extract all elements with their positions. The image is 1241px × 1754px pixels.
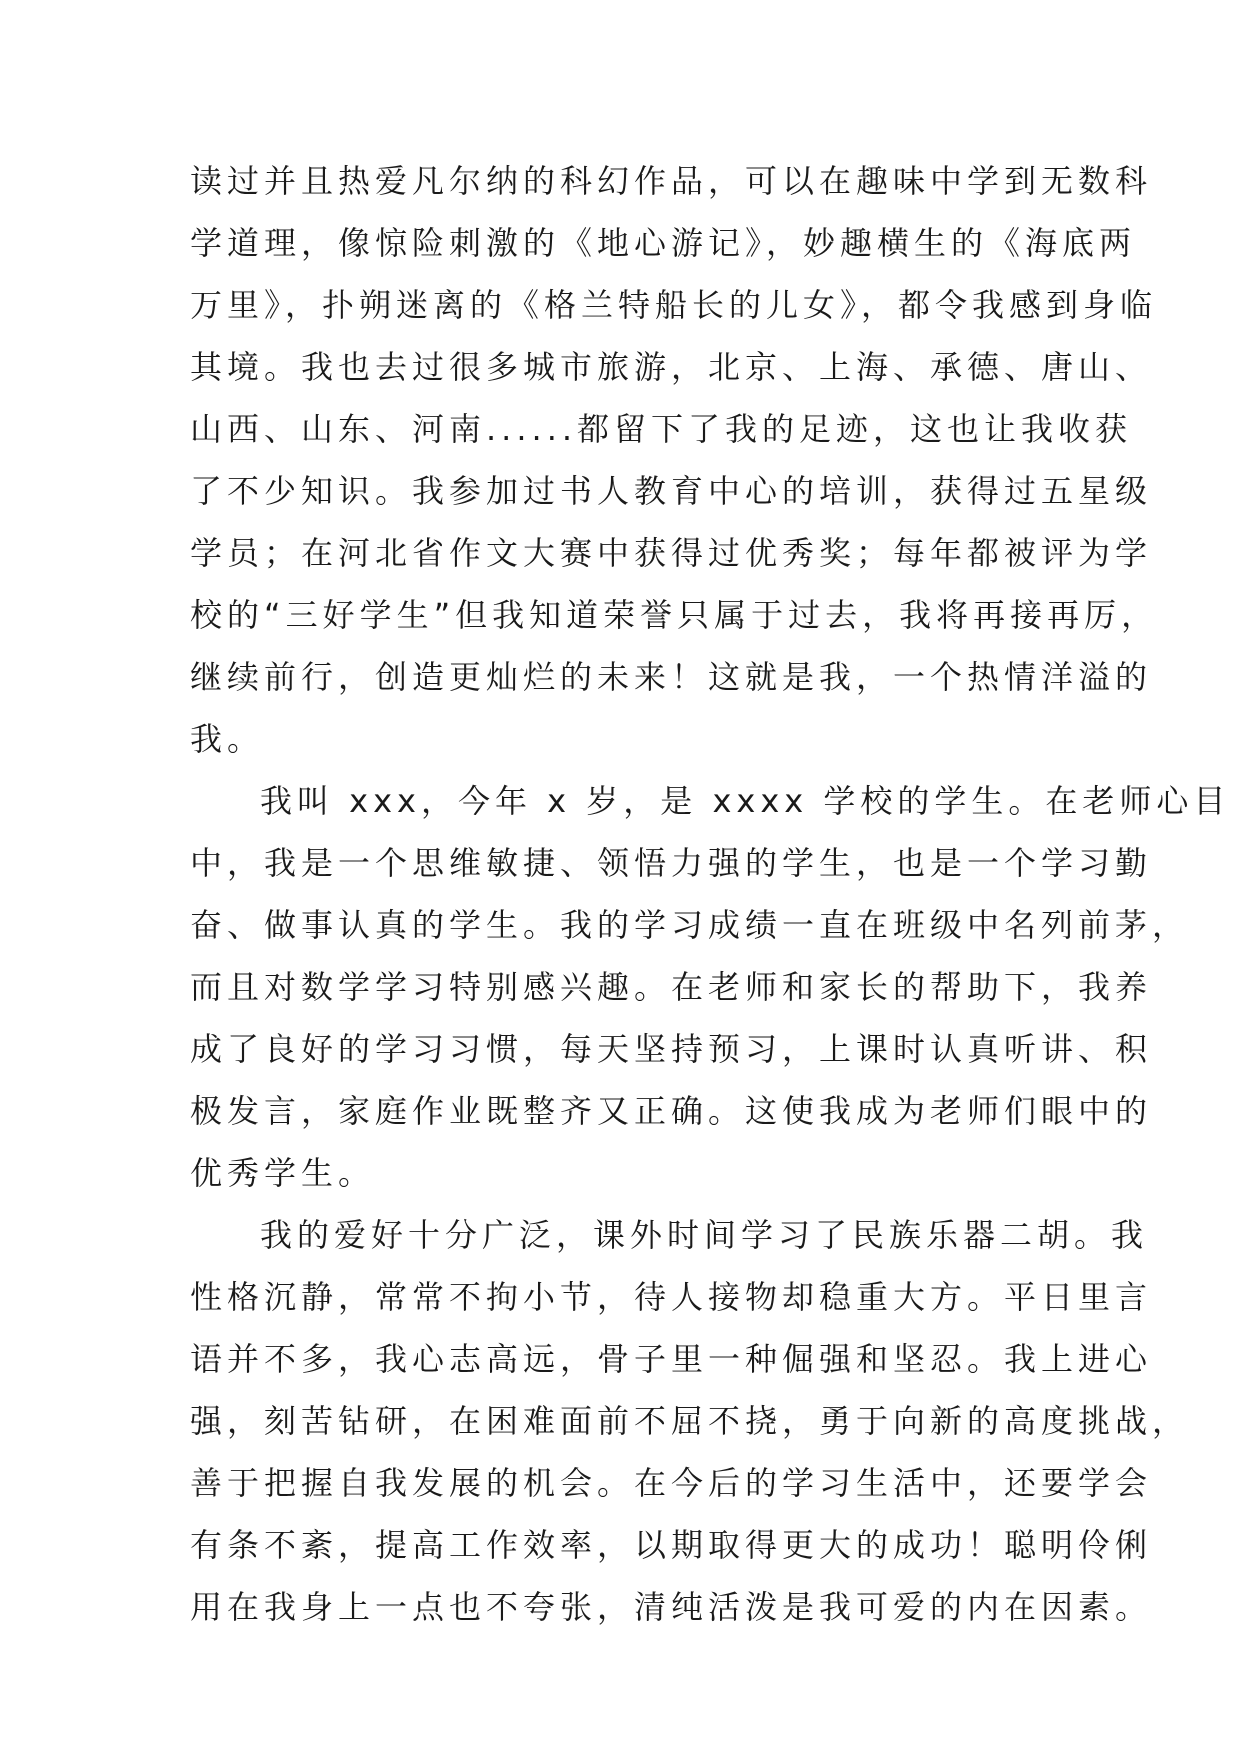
text-line: 学员；在河北省作文大赛中获得过优秀奖；每年都被评为学 bbox=[190, 534, 1153, 572]
text-line: 继续前行，创造更灿烂的未来！这就是我，一个热情洋溢的 bbox=[190, 658, 1153, 696]
text-line: 读过并且热爱凡尔纳的科幻作品，可以在趣味中学到无数科 bbox=[190, 162, 1153, 200]
paragraph-start-line: 我叫 xxx，今年 x 岁，是 xxxx 学校的学生。在老师心目 bbox=[260, 782, 1231, 820]
text-line: 其境。我也去过很多城市旅游，北京、上海、承德、唐山、 bbox=[190, 348, 1153, 386]
text-line: 奋、做事认真的学生。我的学习成绩一直在班级中名列前茅， bbox=[190, 906, 1190, 944]
text-line: 优秀学生。 bbox=[190, 1154, 376, 1192]
text-line: 语并不多，我心志高远，骨子里一种倔强和坚忍。我上进心 bbox=[190, 1340, 1153, 1378]
text-line: 了不少知识。我参加过书人教育中心的培训，获得过五星级 bbox=[190, 472, 1153, 510]
text-line: 而且对数学学习特别感兴趣。在老师和家长的帮助下，我养 bbox=[190, 968, 1153, 1006]
paragraph-start-line: 我的爱好十分广泛，课外时间学习了民族乐器二胡。我 bbox=[260, 1216, 1149, 1254]
text-line: 万里》，扑朔迷离的《格兰特船长的儿女》，都令我感到身临 bbox=[190, 286, 1158, 324]
text-line: 善于把握自我发展的机会。在今后的学习生活中，还要学会 bbox=[190, 1464, 1153, 1502]
text-line: 极发言，家庭作业既整齐又正确。这使我成为老师们眼中的 bbox=[190, 1092, 1153, 1130]
text-line: 中，我是一个思维敏捷、领悟力强的学生，也是一个学习勤 bbox=[190, 844, 1153, 882]
text-line: 强，刻苦钻研，在困难面前不屈不挠，勇于向新的高度挑战， bbox=[190, 1402, 1190, 1440]
text-line: 校的“三好学生”但我知道荣誉只属于过去，我将再接再厉， bbox=[190, 596, 1159, 634]
text-line: 山西、山东、河南......都留下了我的足迹，这也让我收获 bbox=[190, 410, 1133, 448]
text-line: 性格沉静，常常不拘小节，待人接物却稳重大方。平日里言 bbox=[190, 1278, 1153, 1316]
document-body bbox=[190, 150, 1231, 1638]
text-line: 有条不紊，提高工作效率，以期取得更大的成功！聪明伶俐 bbox=[190, 1526, 1153, 1564]
text-line: 我。 bbox=[190, 720, 265, 758]
text-line: 学道理，像惊险刺激的《地心游记》，妙趣横生的《海底两 bbox=[190, 224, 1137, 262]
text-line: 成了良好的学习习惯，每天坚持预习，上课时认真听讲、积 bbox=[190, 1030, 1153, 1068]
text-line: 用在我身上一点也不夸张，清纯活泼是我可爱的内在因素。 bbox=[190, 1588, 1153, 1626]
